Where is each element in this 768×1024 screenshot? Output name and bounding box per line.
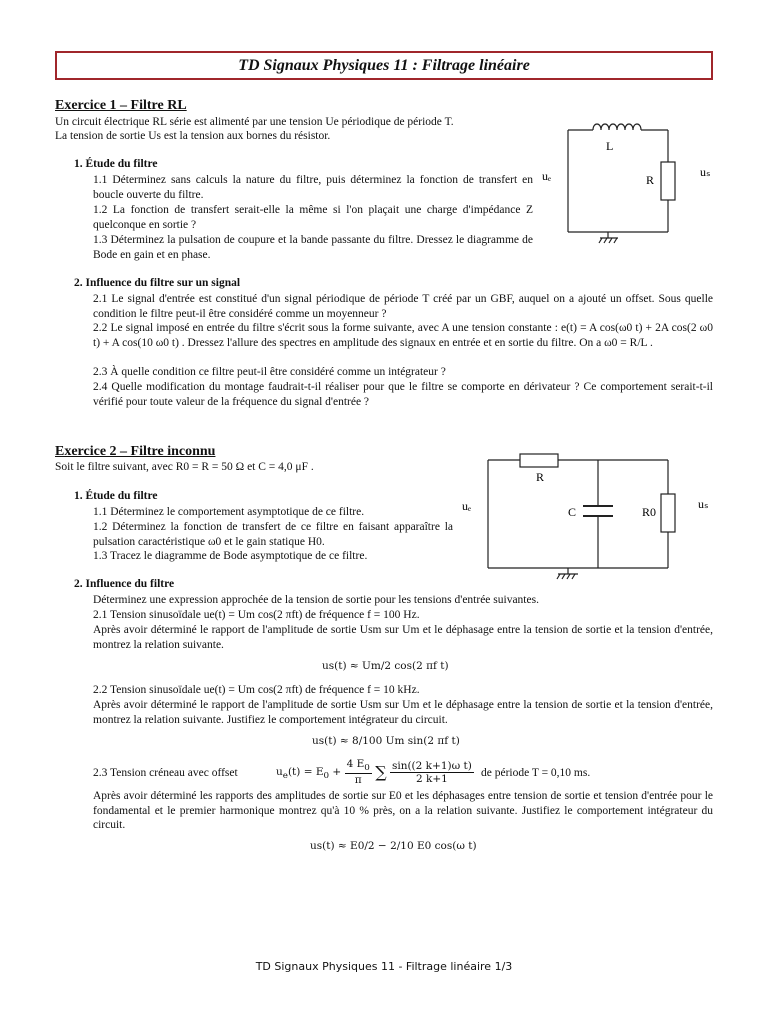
rc-circuit-diagram [458,446,718,591]
equation-2: us(t) ≈ 8/100 Um sin(2 πf t) [312,735,460,747]
ex1-intro-1: Un circuit électrique RL série est alimenté par une tension Ue périodique de période T. [55,116,454,128]
ex1-question-2-4: 2.4 Quelle modification du montage faudrait-t-il réaliser pour que le filtre se comporte en dérivateur ? Ce comportement serait-t-il vérifié pour toute valeur de la fréquence du signal d'entrée ? [93,381,713,408]
resistor-r0-label: R0 [642,505,657,519]
ex1-question-2-2: 2.2 Le signal imposé en entrée du filtre s'écrit sous la forme suivante, avec A une tension constante : e(t) = A cos(ω0 t) + 2A cos(2 ω0 t) + A cos(10 ω0 t) . Dressez l'allure des spectres en amplitude des signaux en entrée et en sortie du filtre. On a ω0 = R/L . [93,322,713,349]
ex2-section-1-title: 1. Étude du filtre [74,490,158,502]
page-footer: TD Signaux Physiques 11 - Filtrage linéaire 1/3 [255,960,513,973]
ex1-intro-2: La tension de sortie Us est la tension aux bornes du résistor. [55,130,331,142]
resistor-r-label: R [536,470,545,484]
ex2-intro: Soit le filtre suivant, avec R0 = R = 50 Ω et C = 4,0 μF . [55,461,314,473]
exercise-1-heading: Exercice 1 – Filtre RL [55,98,187,113]
inductor-label: L [606,139,614,153]
ex1-question-1-2: 1.2 La fonction de transfert serait-elle la même si l'on plaçait une charge d'impédance Z quelconque en sortie ? [93,204,533,231]
input-voltage-label: uₑ [462,499,472,513]
ex2-question-1-2: 1.2 Déterminez la fonction de transfert de ce filtre en faisant apparaître la pulsation caractéristique ω0 et le gain statique H0. [93,521,453,548]
equation-3: us(t) ≈ E0/2 − 2/10 E0 cos(ω t) [310,840,477,852]
rl-circuit-diagram [538,110,718,255]
resistor-label: R [646,173,655,187]
resistor-r-symbol [520,454,558,467]
equation-1: us(t) ≈ Um/2 cos(2 πf t) [322,660,449,672]
ex2-question-2-3-period: de période T = 0,10 ms. [481,767,591,779]
ex2-question-2-1: 2.1 Tension sinusoïdale ue(t) = Um cos(2 πft) de fréquence f = 100 Hz. [93,609,420,621]
input-voltage-label: uₑ [542,169,552,183]
ex2-section-2-intro: Déterminez une expression approchée de la tension de sortie pour les tensions d'entrée suivantes. [93,594,539,606]
square-wave-equation: $u_e(t) = E_0$ + $\frac{4 E_0}{\pi}$ ∑ $\frac{\text{sin((2 k+1)ω t)}}{2 k+1}$ [276,758,472,787]
ex2-question-2-3-text: Après avoir déterminé les rapports des amplitudes de sortie sur E0 et les déphasages entre tension de sortie et tension d'entrée pour le fondamental et le premier harmonique montrez qu'à 10 % près, on a la relation suivante. Justifiez le comportement intégrateur du circuit. [93,790,713,832]
capacitor-label: C [568,505,577,519]
ex2-question-1-1: 1.1 Déterminez le comportement asymptotique de ce filtre. [93,506,365,518]
inductor-symbol [593,124,641,130]
resistor-r0-symbol [661,494,675,532]
page-title: TD Signaux Physiques 11 : Filtrage linéaire [55,51,713,80]
ex2-section-2-title: 2. Influence du filtre [74,578,175,590]
ex2-question-2-2-text: Après avoir déterminé le rapport de l'amplitude de sortie Usm sur Um et le déphasage entre la tension de sortie et la tension d'entrée, montrez la relation suivante. Justifiez le comportement intégrateur du circuit. [93,699,713,726]
ex1-question-1-1: 1.1 Déterminez sans calculs la nature du filtre, puis déterminez la fonction de transfert en boucle ouverte du filtre. [93,174,533,201]
ex2-question-2-3: 2.3 Tension créneau avec offset [93,767,238,779]
ex2-question-2-1-text: Après avoir déterminé le rapport de l'amplitude de sortie Usm sur Um et le déphasage entre la tension de sortie et la tension d'entrée, montrez la relation suivante. [93,624,713,651]
exercise-2-heading: Exercice 2 – Filtre inconnu [55,444,216,459]
output-voltage-label: uₛ [700,165,711,179]
ex1-question-2-3: 2.3 À quelle condition ce filtre peut-il être considéré comme un intégrateur ? [93,366,446,378]
ex1-question-1-3: 1.3 Déterminez la pulsation de coupure et la bande passante du filtre. Dressez le diagramme de Bode en gain et en phase. [93,234,533,261]
ex2-question-2-2: 2.2 Tension sinusoïdale ue(t) = Um cos(2 πft) de fréquence f = 10 kHz. [93,684,420,696]
resistor-symbol [661,162,675,200]
ex1-question-2-1: 2.1 Le signal d'entrée est constitué d'un signal périodique de période T créé par un GBF, auquel on a ajouté un offset. Sous quelle condition le filtre peut-il être considéré comme un moyenneur ? [93,293,713,320]
ex1-section-2-title: 2. Influence du filtre sur un signal [74,277,241,289]
ex2-question-1-3: 1.3 Tracez le diagramme de Bode asymptotique de ce filtre. [93,550,368,562]
ex1-section-1-title: 1. Étude du filtre [74,158,158,170]
output-voltage-label: uₛ [698,497,709,511]
